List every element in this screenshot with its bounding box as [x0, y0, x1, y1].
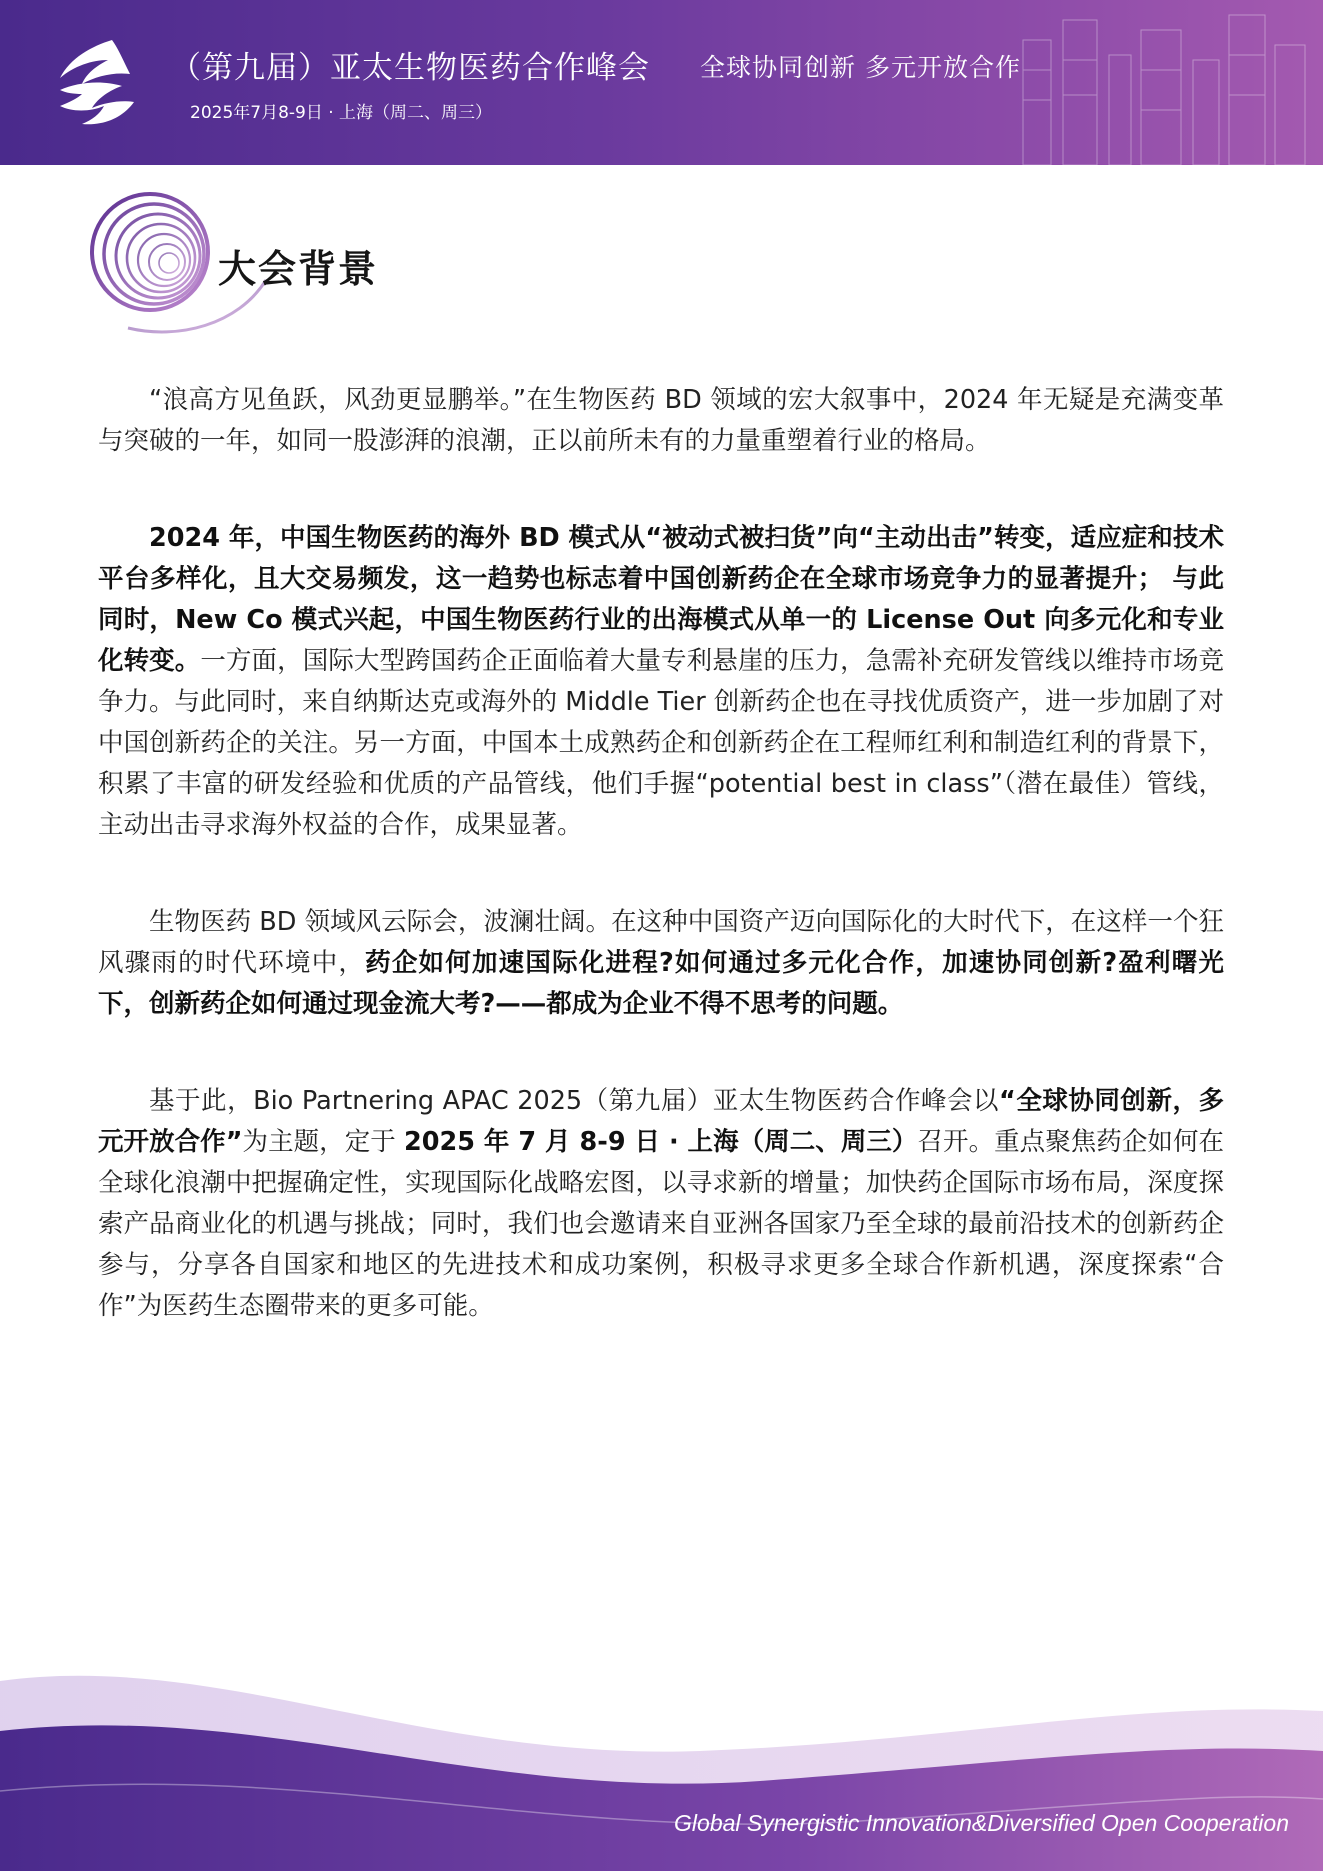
page-header	[0, 0, 1323, 165]
paragraph-intro-text: “浪高方见鱼跃，风劲更显鹏举。”在生物医药 BD 领域的宏大叙事中，2024 年无疑是充满变革与突破的一年，如同一股澎湃的浪潮，正以前所未有的力量重塑着行业的格局。	[98, 385, 1224, 456]
paragraph-bd-trend	[98, 518, 1224, 846]
paragraph-theme-text-a: 基于此，Bio Partnering APAC 2025（第九届）亚太生物医药合作峰会以	[149, 1086, 1000, 1116]
background-content	[98, 380, 1224, 1383]
footer-tagline: Global Synergistic Innovation&Diversified Open Cooperation	[674, 1810, 1289, 1836]
paragraph-questions	[98, 902, 1224, 1025]
summit-logo-icon	[52, 36, 138, 128]
paragraph-questions-highlight: 药企如何加速国际化进程?如何通过多元化合作，加速协同创新?盈利曙光下，创新药企如何通过现金流大考?——都成为企业不得不思考的问题。	[98, 948, 1224, 1019]
paragraph-theme-date: 2025 年 7 月 8-9 日 · 上海（周二、周三）	[403, 1127, 918, 1157]
page-footer	[0, 1641, 1323, 1871]
summit-date: 2025年7月8-9日 · 上海（周二、周三）	[190, 103, 493, 123]
paragraph-bd-trend-highlight: 2024 年，中国生物医药的海外 BD 模式从“被动式被扫货”向“主动出击”转变，适应症和技术平台多样化，且大交易频发，这一趋势也标志着中国创新药企在全球市场竞争力的显著提升； 与此同时，New Co 模式兴起，中国生物医药行业的出海模式从单一的 License Out 向多元化和专业化转变。	[98, 523, 1224, 676]
paragraph-bd-trend-text: 一方面，国际大型跨国药企正面临着大量专利悬崖的压力，急需补充研发管线以维持市场竞争力。与此同时，来自纳斯达克或海外的 Middle Tier 创新药企也在寻找优质资产，进一步加剧了对中国创新药企的关注。另一方面，中国本土成熟药企和创新药企在工程师红利和制造红利的背景下，积累了丰富的研发经验和优质的产品管线，他们手握“potential best in class”（潜在最佳）管线，主动出击寻求海外权益的合作，成果显著。	[98, 646, 1224, 840]
section-title: 大会背景	[218, 247, 379, 291]
paragraph-intro	[98, 380, 1224, 462]
paragraph-questions-text: 生物医药 BD 领域风云际会，波澜壮阔。在这种中国资产迈向国际化的大时代下，在这样一个狂风骤雨的时代环境中，	[98, 907, 1224, 978]
city-skyline-graphic	[983, 0, 1323, 165]
paragraph-theme-highlight: “全球协同创新，多元开放合作”	[98, 1086, 1224, 1157]
summit-title: （第九届）亚太生物医药合作峰会	[170, 50, 650, 86]
summit-slogan: 全球协同创新 多元开放合作	[700, 53, 1021, 82]
paragraph-theme-text-c: 召开。重点聚焦药企如何在全球化浪潮中把握确定性，实现国际化战略宏图，以寻求新的增量；加快药企国际市场布局，深度探索产品商业化的机遇与挑战；同时，我们也会邀请来自亚洲各国家乃至全球的最前沿技术的创新药企参与，分享各自国家和地区的先进技术和成功案例，积极寻求更多全球合作新机遇，深度探索“合作”为医药生态圈带来的更多可能。	[98, 1127, 1224, 1321]
paragraph-summit-theme	[98, 1081, 1224, 1327]
paragraph-theme-text-b: 为主题，定于	[242, 1127, 404, 1157]
